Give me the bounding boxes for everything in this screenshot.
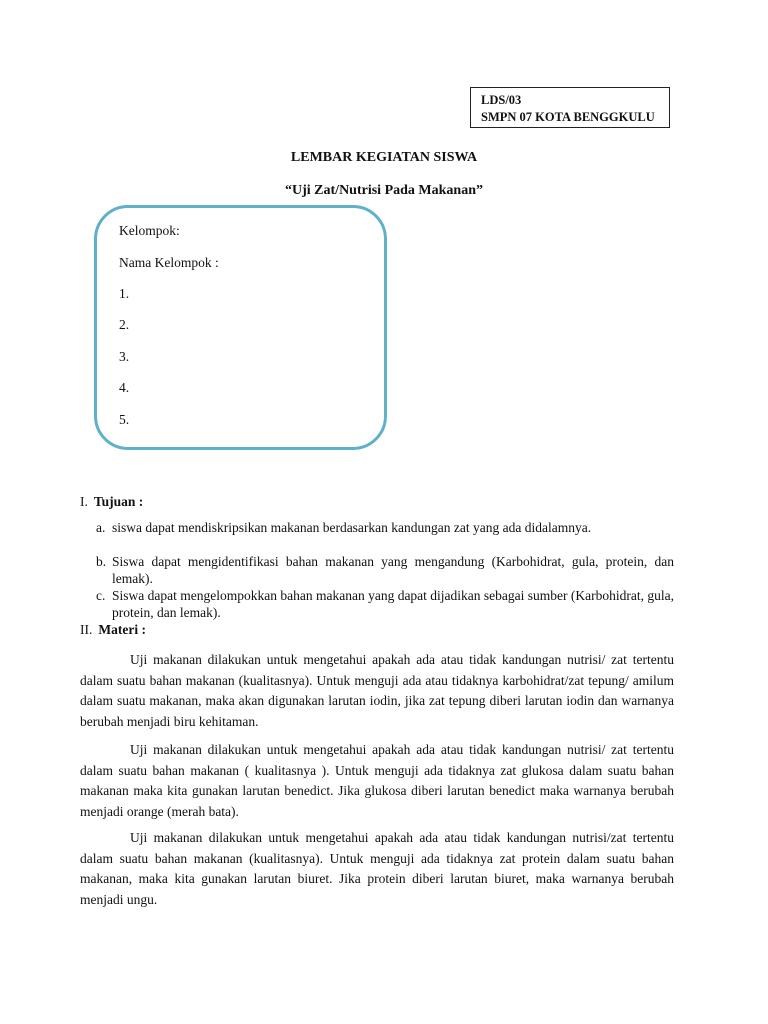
- section-heading-tujuan: [80, 494, 143, 510]
- paragraph-iodine: Uji makanan dilakukan untuk mengetahui apakah ada atau tidak kandungan nutrisi/ zat tertentu dalam suatu bahan makanan (kualitasnya). Untuk menguji ada atau tidaknya karbohidrat/zat tepung/ amilum dalam suatu makanan, maka akan digunakan larutan iodin, jika zat tepung diberi larutan iodin dan warnanya berubah menjadi biru kehitaman.: [80, 652, 674, 729]
- member-4: 4.: [119, 380, 130, 395]
- list-text: Siswa dapat mengidentifikasi bahan makanan yang mengandung (Karbohidrat, gula, protein, dan lemak).: [112, 554, 674, 586]
- member-3: 3.: [119, 349, 130, 364]
- document-id-box: [470, 87, 670, 128]
- section-number: I.: [80, 494, 88, 509]
- list-item: [96, 519, 674, 536]
- list-item: [96, 553, 674, 587]
- group-info-box: [94, 205, 387, 450]
- section-title: Tujuan :: [93, 494, 144, 509]
- group-label: Kelompok:: [119, 223, 180, 238]
- section-heading-materi: [80, 622, 146, 638]
- document-code: LDS/03: [481, 93, 522, 107]
- school-name: SMPN 07 KOTA BENGGKULU: [481, 110, 655, 124]
- document-subtitle: “Uji Zat/Nutrisi Pada Makanan”: [285, 183, 483, 198]
- section-number: II.: [80, 622, 93, 637]
- list-label: a.: [96, 520, 106, 535]
- member-2: 2.: [119, 317, 130, 332]
- list-text: Siswa dapat mengelompokkan bahan makanan yang dapat dijadikan sebagai sumber (Karbohidrat, gula, protein, dan lemak).: [112, 588, 674, 620]
- list-label: b.: [96, 554, 107, 569]
- paragraph-benedict: Uji makanan dilakukan untuk mengetahui apakah ada atau tidak kandungan nutrisi/ zat tertentu dalam suatu bahan makanan ( kualitasnya ). Untuk menguji ada tidaknya zat glukosa dalam suatu bahan makanan maka kita gunakan larutan benedict. Jika glukosa diberi larutan benedict maka warnanya berubah menjadi orange (merah bata).: [80, 742, 674, 819]
- paragraph-biuret: Uji makanan dilakukan untuk mengetahui apakah ada atau tidak kandungan nutrisi/zat tertentu dalam suatu bahan makanan (kualitasnya). Untuk menguji ada tidaknya zat protein dalam suatu bahan makanan, maka kita gunakan larutan biuret. Jika protein diberi larutan biuret, maka warnanya berubah menjadi ungu.: [80, 830, 674, 907]
- group-name-label: Nama Kelompok :: [119, 255, 219, 270]
- list-text: siswa dapat mendiskripsikan makanan berdasarkan kandungan zat yang ada didalamnya.: [112, 520, 592, 535]
- document-title: LEMBAR KEGIATAN SISWA: [290, 150, 478, 165]
- member-1: 1.: [119, 286, 130, 301]
- section-title: Materi :: [98, 622, 146, 637]
- list-item: [96, 587, 674, 621]
- list-label: c.: [96, 588, 106, 603]
- member-5: 5.: [119, 412, 130, 427]
